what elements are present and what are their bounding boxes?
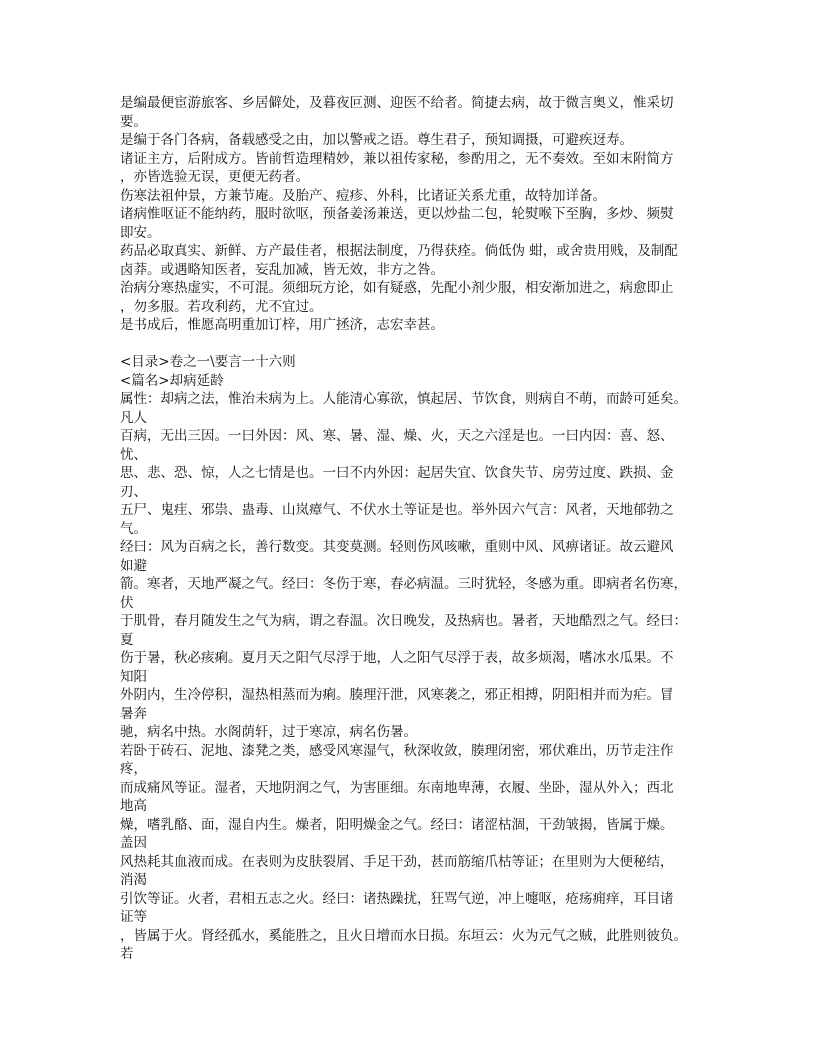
text-line: 是编于各门各病，备载感受之由，加以警戒之语。尊生君子，预知调摄，可避疾迓寿。 [120, 132, 633, 148]
catalog-heading: <目录>卷之一\要言一十六则 [120, 354, 296, 370]
text-line: 是书成后，惟愿高明重加订梓，用广拯济，志宏幸甚。 [120, 317, 444, 333]
text-line: 消渴 [120, 872, 147, 888]
section-spacer [120, 335, 704, 354]
text-line: 百病，无出三因。一曰外因：风、寒、暑、湿、燥、火，天之六淫是也。一曰内因：喜、怒、 [120, 428, 674, 444]
text-line: 气。 [120, 520, 147, 537]
text-line: 属性：却病之法，惟治未病为上。人能清心寡欲，慎起居、节饮食，则病自不萌，而龄可延矣。 [120, 391, 687, 407]
text-line: 经曰：风为百病之长，善行数变。其变莫测。轻则伤风咳嗽，重则中风、风痹诸证。故云避风 [120, 539, 674, 555]
text-line: 风热耗其血液而成。在表则为皮肤裂屑、手足干劲，甚而筋缩爪枯等证；在里则为大便秘结， [120, 853, 674, 870]
section-heading: <篇名>却病延龄 [120, 372, 224, 389]
text-line: 如避 [120, 557, 147, 574]
text-line: 思、悲、恐、惊，人之七情是也。一曰不内外因：起居失宜、饮食失节、房劳过度、跌损、金 [120, 465, 674, 481]
text-line: 知阳 [120, 668, 147, 685]
text-line: 若 [120, 946, 134, 962]
body-section [120, 390, 704, 964]
text-line: 若卧于砖石、泥地、漆凳之类，感受风寒湿气，秋深收敛，腠理闭密，邪伏难出，历节走注作 [120, 742, 674, 759]
text-line: 驰，病名中热。水阁荫轩，过于寒凉，病名伤暑。 [120, 724, 417, 740]
text-line: 卤莽。或遇略知医者，妄乱加减，皆无效，非方之咎。 [120, 261, 444, 278]
text-line: 伤于暑，秋必痎痢。夏月天之阳气尽浮于地，人之阳气尽浮于表，故多烦渴，嗜冰水瓜果。不 [120, 650, 674, 666]
text-line: 而成痛风等证。湿者，天地阴润之气，为害匪细。东南地卑薄，衣履、坐卧，湿从外入；西北 [120, 779, 674, 796]
text-line: 凡人 [120, 409, 147, 426]
text-line: 伤寒法祖仲景，方兼节庵。及胎产、痘疹、外科，比诸证关系尤重，故特加详备。 [120, 187, 606, 204]
text-line: 疼， [120, 761, 147, 777]
text-line: 引饮等证。火者，君相五志之火。经曰：诸热躁扰，狂骂气逆，冲上嚏呕，疮疡痈痒，耳目诸 [120, 890, 674, 907]
text-line: ，勿多服。若攻利药，尤不宜过。 [120, 298, 323, 315]
text-line: 药品必取真实、新鲜、方产最佳者，根据法制度，乃得获痊。倘低伪 蚶，或舍贵用贱，及制配 [120, 243, 678, 259]
text-line: 要。 [120, 113, 147, 130]
text-line: 忧、 [120, 446, 147, 463]
intro-section [120, 94, 704, 335]
text-line: 伏 [120, 594, 134, 611]
text-line: 是编最便宦游旅客、乡居僻处，及暮夜叵测、迎医不给者。简捷去病，故于微言奥义，惟采切 [120, 95, 674, 111]
text-line: 于肌骨，春月随发生之气为病，谓之春温。次日晚发，及热病也。暑者，天地酷烈之气。经曰： [120, 613, 687, 629]
text-line: 暑奔 [120, 705, 147, 722]
text-line: 地高 [120, 798, 147, 814]
text-line: ，亦皆选验无误，更便无药者。 [120, 169, 309, 185]
text-line: 治病分寒热虚实，不可混。须细玩方论，如有疑惑，先配小剂少服，相安渐加进之，病愈即止 [120, 280, 674, 296]
document-page [120, 94, 704, 964]
text-line: 燥，嗜乳酪、面，湿自内生。燥者，阳明燥金之气。经曰：诸涩枯涸，干劲皱揭，皆属于燥。 [120, 816, 674, 833]
text-line: 证等 [120, 909, 147, 925]
text-line: 即安。 [120, 224, 161, 241]
text-line: 诸病惟呕证不能纳药，服时欲呕，预备姜汤兼送，更以炒盐二包，轮熨喉下至胸，多炒、频熨 [120, 206, 674, 222]
text-line: 五尸、鬼疰、邪祟、蛊毒、山岚瘴气、不伏水土等证是也。举外因六气言：风者，天地郁勃之 [120, 502, 674, 518]
text-line: 外阴内，生冷停积，湿热相蒸而为痢。腠理汗泄，风寒袭之，邪正相搏，阴阳相并而为疟。冒 [120, 687, 674, 703]
text-line: 夏 [120, 631, 134, 648]
text-line: 盖因 [120, 835, 147, 851]
text-line: 刃、 [120, 483, 147, 500]
text-line: 诸证主方，后附成方。皆前哲造理精妙，兼以祖传家秘，参酌用之，无不奏效。至如末附简方 [120, 150, 674, 167]
text-line: ，皆属于火。肾经孤水，奚能胜之，且火日增而水日损。东垣云：火为元气之贼，此胜则彼负。 [120, 927, 687, 944]
text-line: 箭。寒者，天地严凝之气。经曰：冬伤于寒，春必病温。三时犹轻，冬感为重。即病者名伤寒， [120, 576, 687, 592]
